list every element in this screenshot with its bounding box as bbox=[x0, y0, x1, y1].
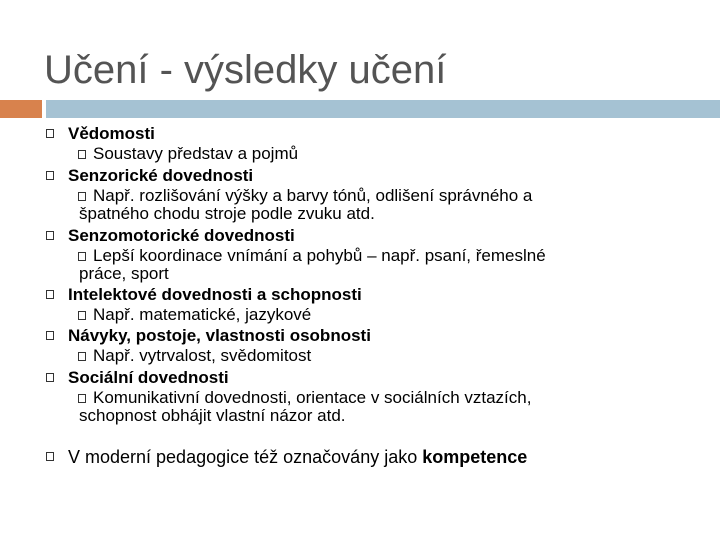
square-bullet-icon bbox=[46, 171, 54, 180]
square-bullet-icon bbox=[46, 129, 54, 138]
final-text-bold: kompetence bbox=[422, 447, 528, 467]
sub-item-text bbox=[79, 246, 546, 283]
square-bullet-icon bbox=[78, 252, 86, 261]
sub-item-text bbox=[79, 388, 532, 425]
final-text-normal: V moderní pedagogice též označovány jako bbox=[68, 447, 423, 467]
list-item-heading: Návyky, postoje, vlastnosti osobnosti bbox=[68, 326, 371, 345]
final-text bbox=[68, 447, 527, 467]
list-item-heading: Senzorické dovednosti bbox=[68, 166, 254, 185]
square-bullet-icon bbox=[78, 150, 86, 159]
sub-item-line: Komunikativní dovednosti, orientace v sociálních vztazích, bbox=[93, 388, 532, 407]
list-item-heading: Intelektové dovednosti a schopnosti bbox=[68, 285, 362, 304]
square-bullet-icon bbox=[78, 394, 86, 403]
square-bullet-icon bbox=[46, 231, 54, 240]
sub-item-line-continued: špatného chodu stroje podle zvuku atd. bbox=[79, 204, 375, 223]
slide-title: Učení - výsledky učení bbox=[44, 48, 447, 92]
sub-item-text: Např. vytrvalost, svědomitost bbox=[93, 346, 312, 365]
accent-block-orange bbox=[0, 100, 42, 118]
accent-bar-blue bbox=[46, 100, 720, 118]
sub-item-text bbox=[79, 186, 533, 223]
sub-item-text: Soustavy představ a pojmů bbox=[93, 144, 299, 163]
list-item-heading: Sociální dovednosti bbox=[68, 368, 229, 387]
square-bullet-icon bbox=[78, 192, 86, 201]
square-bullet-icon bbox=[46, 290, 54, 299]
sub-item-text: Např. matematické, jazykové bbox=[93, 305, 312, 324]
square-bullet-icon bbox=[46, 373, 54, 382]
list-item-heading: Vědomosti bbox=[68, 124, 155, 143]
sub-item-line-continued: práce, sport bbox=[79, 264, 169, 283]
list-item-heading: Senzomotorické dovednosti bbox=[68, 226, 295, 245]
sub-item-line: Např. rozlišování výšky a barvy tónů, odlišení správného a bbox=[93, 186, 533, 205]
square-bullet-icon bbox=[78, 311, 86, 320]
square-bullet-icon bbox=[46, 452, 54, 461]
square-bullet-icon bbox=[78, 352, 86, 361]
sub-item-line-continued: schopnost obhájit vlastní názor atd. bbox=[79, 406, 346, 425]
square-bullet-icon bbox=[46, 331, 54, 340]
sub-item-line: Lepší koordinace vnímání a pohybů – např. psaní, řemeslné bbox=[93, 246, 546, 265]
